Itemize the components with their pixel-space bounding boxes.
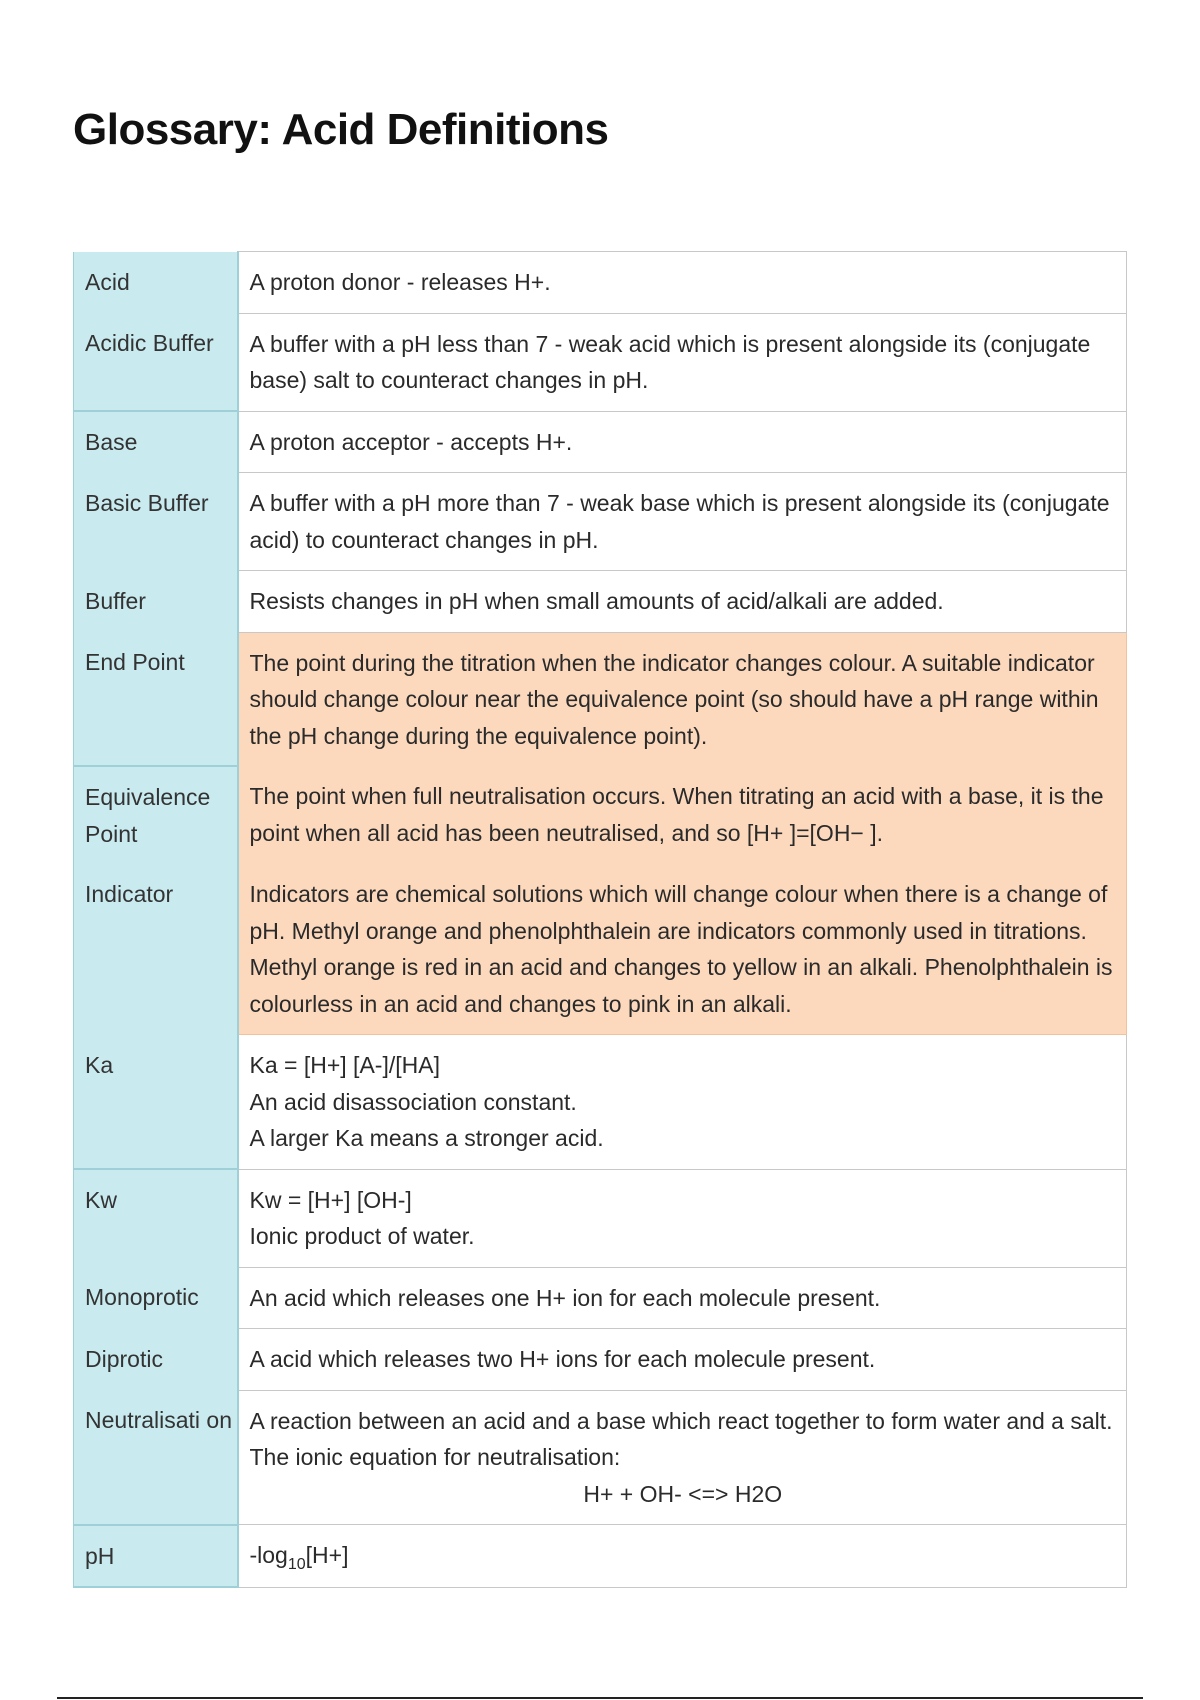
term-acidic-buffer: Acidic Buffer [74, 313, 238, 411]
term-kw: Kw [74, 1169, 238, 1267]
table-row [74, 571, 1127, 633]
definition-monoprotic [238, 1267, 1127, 1329]
table-row [74, 252, 1127, 314]
definition-neutralisation [238, 1390, 1127, 1525]
table-row [74, 473, 1127, 571]
neutralisation-equation: H+ + OH- <=> H2O [583, 1480, 783, 1507]
glossary-table [73, 251, 1127, 1588]
definition-acid [238, 252, 1127, 314]
term-diprotic: Diprotic [74, 1329, 238, 1391]
term-monoprotic: Monoprotic [74, 1267, 238, 1329]
table-row [74, 1525, 1127, 1588]
term-ka: Ka [74, 1035, 238, 1170]
table-row [74, 1390, 1127, 1525]
definition-line: Indicators are chemical solutions which will change colour when there is a change of pH. Methyl orange and phenolphthalein are indicators commonly used in titrations. Methyl orange is red in an acid and changes to yellow in an alkali. Phenolphthalein is colourless in an acid and changes to pink in an alkali. [249, 881, 1113, 1017]
table-row [74, 864, 1127, 1035]
definition-line: A buffer with a pH less than 7 - weak acid which is present alongside its (conjugate base) salt to counteract changes in pH. [249, 330, 1091, 393]
term-buffer: Buffer [74, 571, 238, 633]
definition-ka [238, 1035, 1127, 1170]
definition-line: Ka = [H+] [A-]/[HA] [249, 1052, 440, 1078]
table-row [74, 1035, 1127, 1170]
table-row [74, 632, 1127, 766]
definition-base [238, 411, 1127, 473]
definition-line: A proton donor - releases H+. [249, 269, 551, 295]
definition-line: An acid which releases one H+ ion for each molecule present. [249, 1284, 881, 1311]
definition-line: A acid which releases two H+ ions for each molecule present. [249, 1346, 876, 1372]
term-equivalence-point: Equivalence Point [74, 766, 238, 864]
page-title: Glossary: Acid Definitions [73, 105, 609, 154]
definition-diprotic [238, 1329, 1127, 1391]
table-row [74, 766, 1127, 864]
definition-ph [238, 1525, 1127, 1588]
table-row [74, 1329, 1127, 1391]
definition-line: The point when full neutralisation occurs. When titrating an acid with a base, it is the point when all acid has been neutralised, and so [H+ ]=[OH− ]. [249, 783, 1104, 846]
definition-equivalence-point [238, 766, 1127, 864]
definition-line: A reaction between an acid and a base which react together to form water and a salt. The ionic equation for neutralisation: [249, 1407, 1113, 1470]
definition-line: An acid disassociation constant. [249, 1088, 577, 1115]
definition-line: A buffer with a pH more than 7 - weak base which is present alongside its (conjugate acid) to counteract changes in pH. [249, 490, 1110, 553]
definition-basic-buffer [238, 473, 1127, 571]
definition-line: Kw = [H+] [OH-] [249, 1186, 412, 1213]
definition-line: The point during the titration when the indicator changes colour. A suitable indicator should change colour near the equivalence point (so should have a pH range within the pH change during the equivalence point). [249, 649, 1099, 749]
term-ph: pH [74, 1525, 238, 1588]
table-row [74, 1169, 1127, 1267]
ph-formula-prefix: -log [249, 1542, 288, 1568]
definition-line: A larger Ka means a stronger acid. [249, 1125, 604, 1151]
term-base: Base [74, 411, 238, 473]
term-indicator: Indicator [74, 864, 238, 1035]
definition-line: A proton acceptor - accepts H+. [249, 428, 573, 455]
term-acid: Acid [74, 252, 238, 314]
definition-line: Resists changes in pH when small amounts of acid/alkali are added. [249, 588, 944, 614]
definition-buffer [238, 571, 1127, 633]
definition-line: Ionic product of water. [249, 1223, 475, 1249]
ph-formula-subscript: 10 [287, 1556, 306, 1573]
definition-end-point [238, 632, 1127, 766]
term-basic-buffer: Basic Buffer [74, 473, 238, 571]
definition-kw [238, 1169, 1127, 1267]
term-neutralisation: Neutralisati on [74, 1390, 238, 1525]
table-row [74, 1267, 1127, 1329]
term-end-point: End Point [74, 632, 238, 766]
definition-acidic-buffer [238, 313, 1127, 411]
table-row [74, 313, 1127, 411]
table-row [74, 411, 1127, 473]
ph-formula-suffix: [H+] [305, 1542, 349, 1568]
footer-divider [57, 1697, 1143, 1699]
definition-indicator [238, 864, 1127, 1035]
